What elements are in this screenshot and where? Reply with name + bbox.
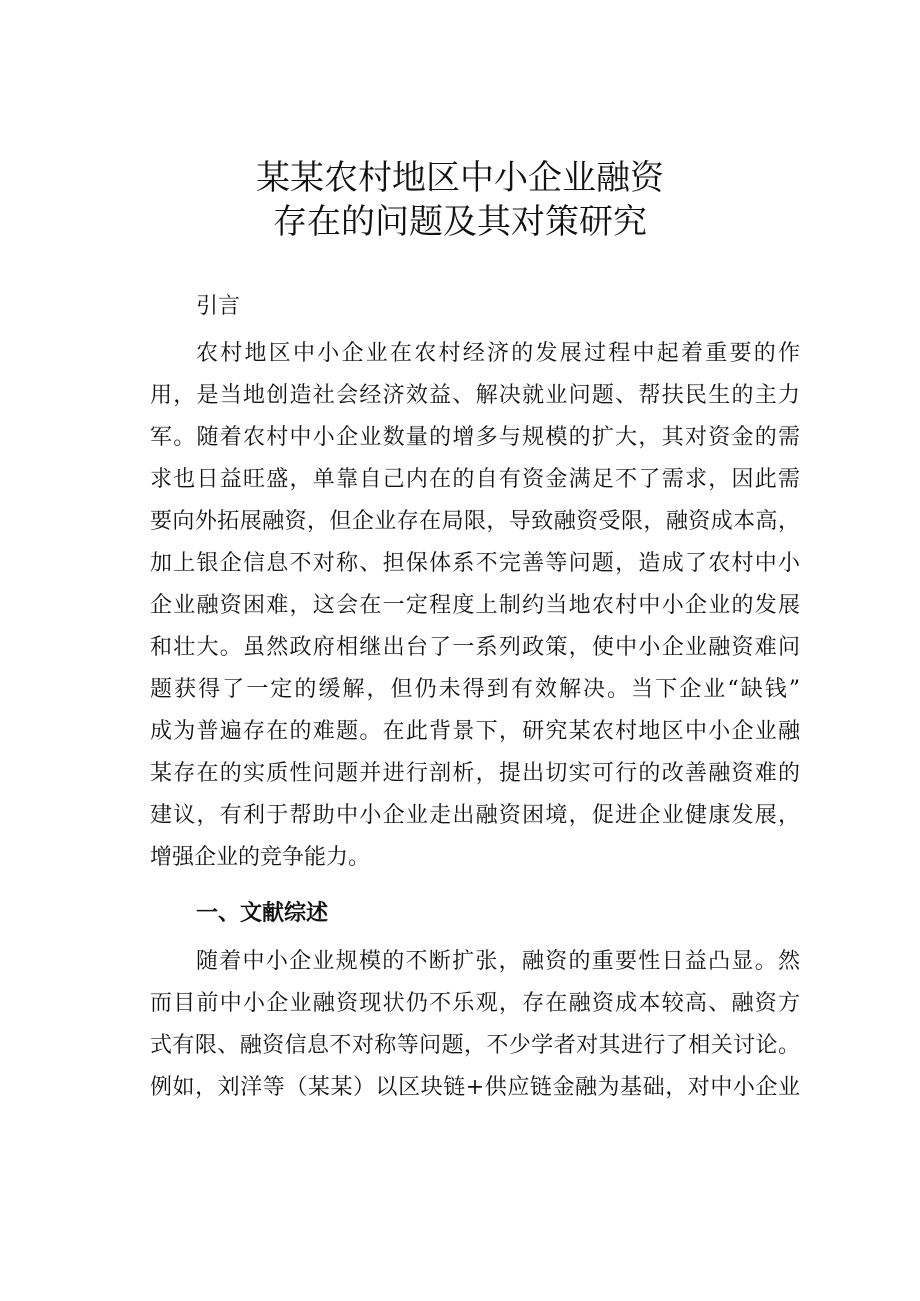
intro-line: 某存在的实质性问题并进行剖析，提出切实可行的改善融资难的 [150,761,800,786]
intro-line: 军。随着农村中小企业数量的增多与规模的扩大，其对资金的需 [150,425,800,450]
intro-line: 用，是当地创造社会经济效益、解决就业问题、帮扶民生的主力 [150,383,800,408]
intro-line: 农村地区中小企业在农村经济的发展过程中起着重要的作 [196,341,800,366]
section-line: 随着中小企业规模的不断扩张，融资的重要性日益凸显。然 [196,949,800,974]
section-heading: 一、文献综述 [196,901,329,926]
intro-line: 建议，有利于帮助中小企业走出融资困境，促进企业健康发展， [150,803,800,828]
section-line: 例如，刘洋等（某某）以区块链+供应链金融为基础，对中小企业 [150,1075,800,1100]
document-title-line-1: 某某农村地区中小企业融资 [256,158,664,198]
document-title-line-2: 存在的问题及其对策研究 [273,202,647,242]
intro-label: 引言 [196,294,241,319]
section-line: 而目前中小企业融资现状仍不乐观，存在融资成本较高、融资方 [150,991,800,1016]
section-line: 式有限、融资信息不对称等问题，不少学者对其进行了相关讨论。 [150,1033,800,1058]
intro-line: 增强企业的竞争能力。 [150,845,371,870]
intro-line: 求也日益旺盛，单靠自己内在的自有资金满足不了需求，因此需 [150,467,800,492]
intro-line: 加上银企信息不对称、担保体系不完善等问题，造成了农村中小 [150,551,800,576]
intro-line: 要向外拓展融资，但企业存在局限，导致融资受限，融资成本高， [150,509,800,534]
intro-line: 题获得了一定的缓解，但仍未得到有效解决。当下企业“缺钱” [150,677,800,702]
intro-line: 和壮大。虽然政府相继出台了一系列政策，使中小企业融资难问 [150,635,800,660]
intro-line: 成为普遍存在的难题。在此背景下，研究某农村地区中小企业融 [150,719,800,744]
intro-line: 企业融资困难，这会在一定程度上制约当地农村中小企业的发展 [150,593,800,618]
